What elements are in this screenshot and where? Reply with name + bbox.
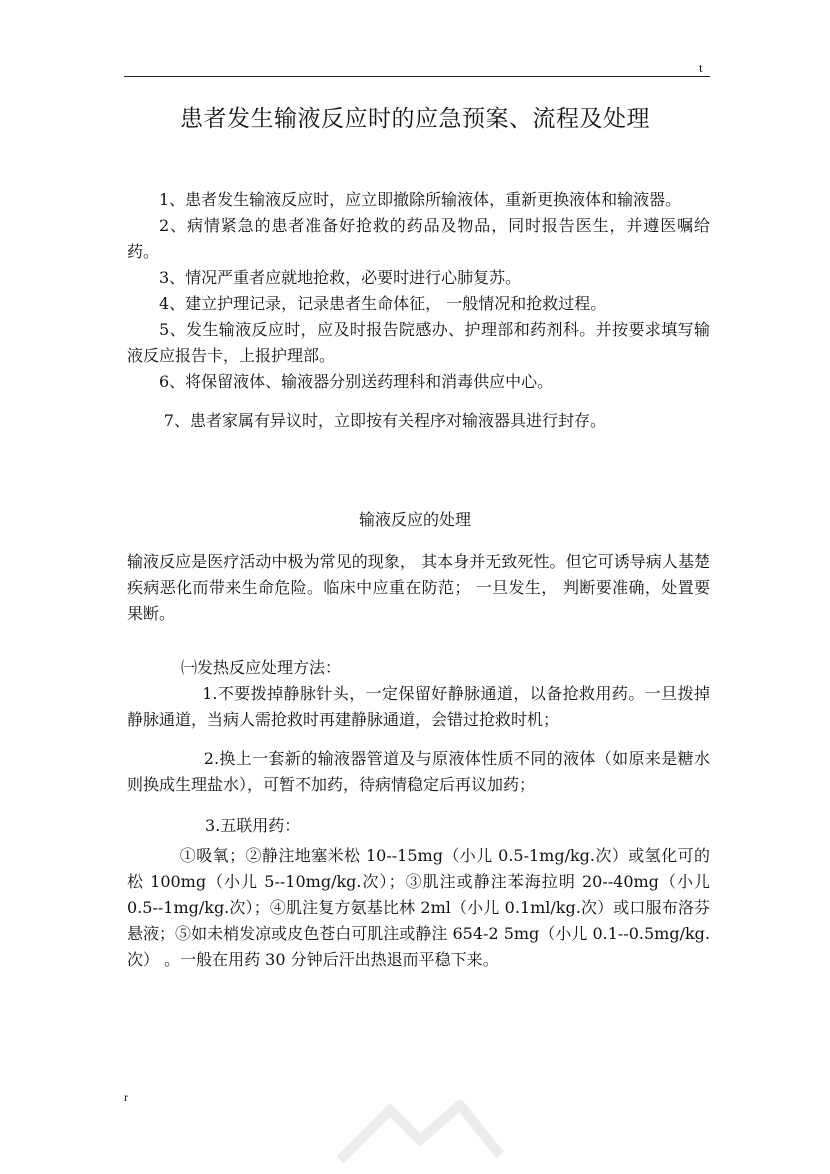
emergency-steps [127,187,710,434]
section-title: 输液反应的处理 [358,510,471,529]
fever-method-1: 1.不要拨掉静脉针头，一定保留好静脉通道，以备抢救用药。一旦拨掉静脉通道，当病人需抢救时再建静脉通道，会错过抢救时机； [127,684,710,729]
page-title: 患者发生输液反应时的应急预案、流程及处理 [180,106,650,132]
header-corner-mark: t [699,60,703,75]
step-3: 3、情况严重者应就地抢救，必要时进行心肺复苏。 [159,268,522,287]
watermark-graphic [330,1100,510,1170]
intro-paragraph [127,549,710,627]
fever-heading: ㈠发热反应处理方法： [181,658,342,677]
step-7: 7、患者家属有异议时，立即按有关程序对输液器具进行封存。 [163,411,606,430]
step-1: 1、患者发生输液反应时，应立即撤除所输液体，重新更换液体和输液器。 [159,190,682,209]
fever-method-2: 2.换上一套新的输液器管道及与原液体性质不同的液体（如原来是糖水则换成生理盐水），可暂不加药，待病情稳定后再议加药； [127,749,710,794]
step-6: 6、将保留液体、输液器分别送药理科和消毒供应中心。 [159,372,554,391]
step-5: 5、发生输液反应时，应及时报告院感办、护理部和药剂科。并按要求填写输液反应报告卡，上报护理部。 [127,320,710,365]
fever-method-3-heading: 3.五联用药： [205,816,301,835]
fever-reaction-section [127,655,710,973]
footer-corner-mark: r [124,1090,128,1104]
intro-text: 输液反应是医疗活动中极为常见的现象， 其本身并无致死性。但它可诱导病人基楚疾病恶化而带来生命危险。临床中应重在防范； 一旦发生， 判断要准确，处置要果断。 [127,552,710,623]
header-rule [124,76,710,77]
fever-method-3-detail: ①吸氧；②静注地塞米松 10--15mg（小儿 0.5-1mg/kg.次）或氢化可的松 100mg（小儿 5--10mg/kg.次）；③肌注或静注苯海拉明 20--40mg（小儿 0.5--1mg/kg.次）；④肌注复方氨基比林 2ml（小儿 0.1ml/kg.次）或口服布洛芬悬液；⑤如未梢发凉或皮色苍白可肌注或静注 654-2 5mg（小儿 0.1--0.5mg/kg.次） 。一般在用药 30 分钟后汗出热退而平稳下来。 [127,846,710,969]
step-4: 4、建立护理记录，记录患者生命体征， 一般情况和抢救过程。 [159,294,607,313]
step-2: 2、病情紧急的患者准备好抢救的药品及物品，同时报告医生，并遵医嘱给药。 [127,216,710,261]
